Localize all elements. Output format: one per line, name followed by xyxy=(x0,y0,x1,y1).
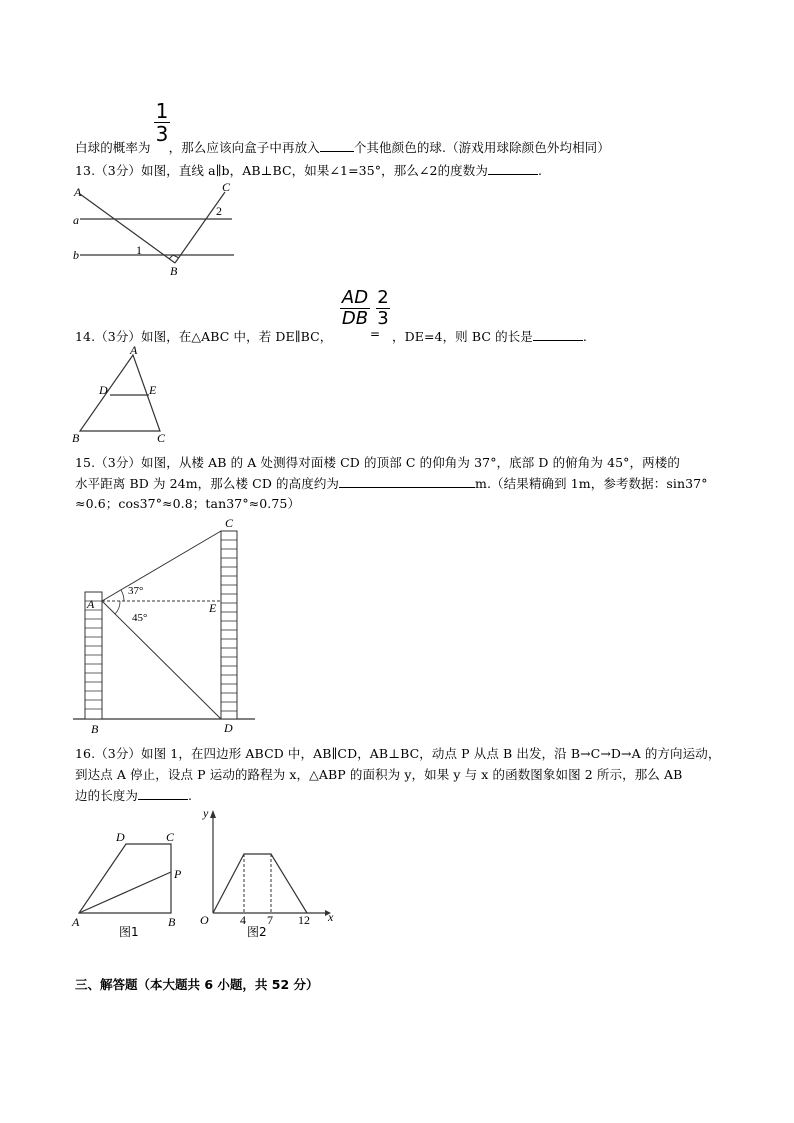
label-a: a xyxy=(73,213,79,227)
answer-blank[interactable] xyxy=(320,139,354,152)
label-A: A xyxy=(74,185,82,199)
label-P: P xyxy=(174,867,182,881)
label-B: B xyxy=(91,722,99,736)
figure1-quadrilateral xyxy=(70,826,190,941)
label-O: O xyxy=(200,913,209,927)
label-x: x xyxy=(328,910,334,924)
tick-4: 4 xyxy=(240,913,246,927)
label-A: A xyxy=(130,343,138,357)
caption-fig1: 图1 xyxy=(119,925,139,939)
fraction-numerator: AD xyxy=(341,287,369,308)
q16-line2: 到达点 A 停止，设点 P 运动的路程为 x，△ABP 的面积为 y，如果 y 与 x 的函数图象如图 2 所示，那么 AB xyxy=(75,767,683,782)
fraction-numerator: 2 xyxy=(377,287,389,308)
label-B: B xyxy=(170,264,178,278)
label-B: B xyxy=(72,431,80,445)
label-D: D xyxy=(116,830,125,844)
label-D: D xyxy=(99,383,108,397)
angle-37: 37° xyxy=(128,585,144,597)
line-ab xyxy=(80,194,175,263)
fraction-denominator: DB xyxy=(341,308,369,329)
fraction-denominator: 3 xyxy=(377,308,389,329)
q16-line1: 16.（3分）如图 1，在四边形 ABCD 中，AB∥CD，AB⊥BC，动点 P 从点 B 出发，沿 B→C→D→A 的方向运动， xyxy=(75,746,721,761)
figure-parallel-lines xyxy=(70,180,250,280)
label-E: E xyxy=(149,383,157,397)
figure-buildings xyxy=(70,512,270,737)
function-curve xyxy=(213,854,307,913)
answer-blank[interactable] xyxy=(533,328,583,341)
label-A: A xyxy=(87,597,95,611)
label-D: D xyxy=(224,721,233,735)
label-angle-2: 2 xyxy=(216,204,222,218)
label-b: b xyxy=(73,248,79,262)
equals-sign: = xyxy=(370,327,381,341)
label-y: y xyxy=(203,806,209,820)
fraction-denominator: 3 xyxy=(155,122,169,146)
tick-12: 12 xyxy=(298,913,310,927)
q15-line2: 水平距离 BD 为 24m，那么楼 CD 的高度约为 m.（结果精确到 1m，参考数据：sin37° xyxy=(75,476,708,491)
fraction-numerator: 1 xyxy=(155,99,169,123)
label-E: E xyxy=(209,601,217,615)
figure-triangle xyxy=(70,345,180,445)
answer-blank[interactable] xyxy=(488,162,538,175)
q13-text: 13.（3分）如图，直线 a∥b，AB⊥BC，如果∠1=35°，那么∠2的度数为 . xyxy=(75,163,543,178)
section-heading: 三、解答题（本大题共 6 小题，共 52 分） xyxy=(75,977,319,992)
q15-line3: ≈0.6；cos37°≈0.8；tan37°≈0.75） xyxy=(75,496,301,511)
tick-7: 7 xyxy=(267,913,273,927)
label-angle-1: 1 xyxy=(136,243,142,257)
label-C: C xyxy=(222,180,231,194)
fraction-ad-db xyxy=(340,288,370,329)
label-C: C xyxy=(225,516,234,530)
label-C: C xyxy=(157,431,166,445)
answer-blank[interactable] xyxy=(138,787,188,800)
angle-45: 45° xyxy=(132,612,148,624)
line-bc xyxy=(175,192,225,263)
q15-line1: 15.（3分）如图，从楼 AB 的 A 处测得对面楼 CD 的顶部 C 的仰角为 37°，底部 D 的俯角为 45°，两楼的 xyxy=(75,455,680,470)
q14-text-before: 14.（3分）如图，在△ABC 中，若 DE∥BC， xyxy=(75,329,333,344)
label-C: C xyxy=(166,830,175,844)
answer-blank[interactable] xyxy=(339,475,475,488)
fraction-two-thirds xyxy=(376,288,390,329)
q12-text: 白球的概率为 ，那么应该向盒子中再放入 个其他颜色的球.（游戏用球除颜色外均相同） xyxy=(75,140,610,155)
label-A: A xyxy=(72,915,80,929)
label-B: B xyxy=(168,915,176,929)
q14-text-after: ，DE=4，则 BC 的长是 . xyxy=(392,329,587,344)
caption-fig2: 图2 xyxy=(247,925,267,939)
q16-line3: 边的长度为 . xyxy=(75,788,193,803)
figure2-function-graph xyxy=(195,806,335,941)
